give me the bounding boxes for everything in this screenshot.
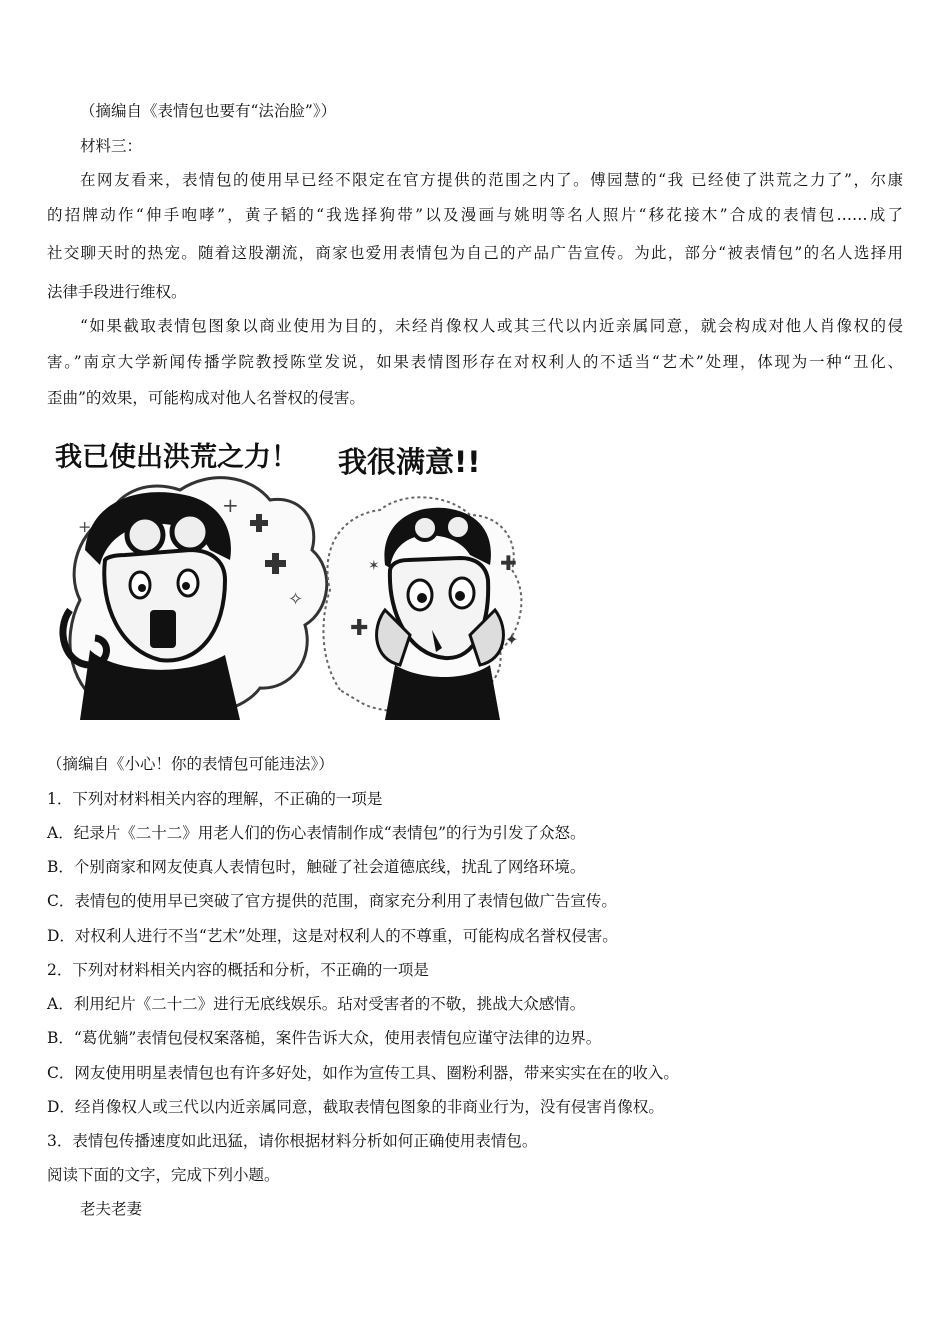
question-2-stem: 2．下列对材料相关内容的概括和分析，不正确的一项是 xyxy=(47,961,429,979)
right-cartoon-image xyxy=(323,445,521,720)
svg-text:✚: ✚ xyxy=(500,551,517,575)
svg-text:✦: ✦ xyxy=(505,630,519,649)
svg-text:✚: ✚ xyxy=(350,616,369,641)
emoji-cartoon-figure xyxy=(50,420,550,725)
svg-text:+: + xyxy=(78,517,92,536)
paragraph-line: 社交聊天时的热宠。随着这股潮流，商家也爱用表情包为自己的产品广告宣传。为此，部分“被表情包”的名人选择用 xyxy=(47,244,903,262)
right-cartoon-caption: 我很满意!! xyxy=(338,445,481,479)
story-title: 老夫老妻 xyxy=(80,1200,143,1218)
paragraph-line: 法律手段进行维权。 xyxy=(47,283,187,301)
question-1-option-a: A．纪录片《二十二》用老人们的伤心表情制作成“表情包”的行为引发了众怒。 xyxy=(47,824,586,842)
material2-source: （摘编自《表情包也要有“法治脸”》） xyxy=(80,102,337,120)
paragraph-line: 在网友看来，表情包的使用早已经不限定在官方提供的范围之内了。傅园慧的“我 已经使了洪荒之力了”，尔康 xyxy=(80,171,903,189)
paragraph-line: 的招牌动作“伸手咆哮”，黄子韬的“我选择狗带”以及漫画与姚明等名人照片“移花接木”合成的表情包……成了 xyxy=(47,206,903,224)
question-3-stem: 3．表情包传播速度如此迅猛，请你根据材料分析如何正确使用表情包。 xyxy=(47,1132,538,1150)
left-cartoon-caption: 我已使出洪荒之力！ xyxy=(55,442,298,473)
paragraph-line: “如果截取表情包图象以商业使用为目的，未经肖像权人或其三代以内近亲属同意，就会构成对他人肖像权的侵 xyxy=(80,317,903,335)
svg-text:✶: ✶ xyxy=(368,558,380,574)
material3-source: （摘编自《小心！你的表情包可能违法》） xyxy=(47,755,334,773)
paragraph-line: 歪曲”的效果，可能构成对他人名誉权的侵害。 xyxy=(47,389,365,407)
question-1-option-c: C．表情包的使用早已突破了官方提供的范围，商家充分利用了表情包做广告宣传。 xyxy=(47,892,617,910)
material3-heading: 材料三： xyxy=(80,137,143,155)
question-1-stem: 1．下列对材料相关内容的理解，不正确的一项是 xyxy=(47,790,383,808)
question-2-option-b: B．“葛优躺”表情包侵权案落槌，案件告诉大众，使用表情包应谨守法律的边界。 xyxy=(47,1029,602,1047)
left-cartoon-image xyxy=(55,442,327,720)
question-2-option-a: A．利用纪片《二十二》进行无底线娱乐。玷对受害者的不敬，挑战大众感情。 xyxy=(47,995,586,1013)
question-1-option-b: B．个别商家和网友使真人表情包时，触碰了社会道德底线，扰乱了网络环境。 xyxy=(47,858,586,876)
svg-text:✧: ✧ xyxy=(288,589,304,610)
question-2-option-c: C．网友使用明星表情包也有许多好处，如作为宣传工具、圈粉利器，带来实实在在的收入。 xyxy=(47,1064,679,1082)
question-1-option-d: D．对权利人进行不当“艺术”处理，这是对权利人的不尊重，可能构成名誉权侵害。 xyxy=(47,927,618,945)
question-2-option-d: D．经肖像权人或三代以内近亲属同意，截取表情包图象的非商业行为，没有侵害肖像权。 xyxy=(47,1098,664,1116)
reading-instruction: 阅读下面的文字，完成下列小题。 xyxy=(47,1166,280,1184)
svg-text:+: + xyxy=(222,493,239,517)
paragraph-line: 害。”南京大学新闻传播学院教授陈堂发说，如果表情图形存在对权利人的不适当“艺术”处理，体现为一种“丑化、 xyxy=(47,353,903,371)
